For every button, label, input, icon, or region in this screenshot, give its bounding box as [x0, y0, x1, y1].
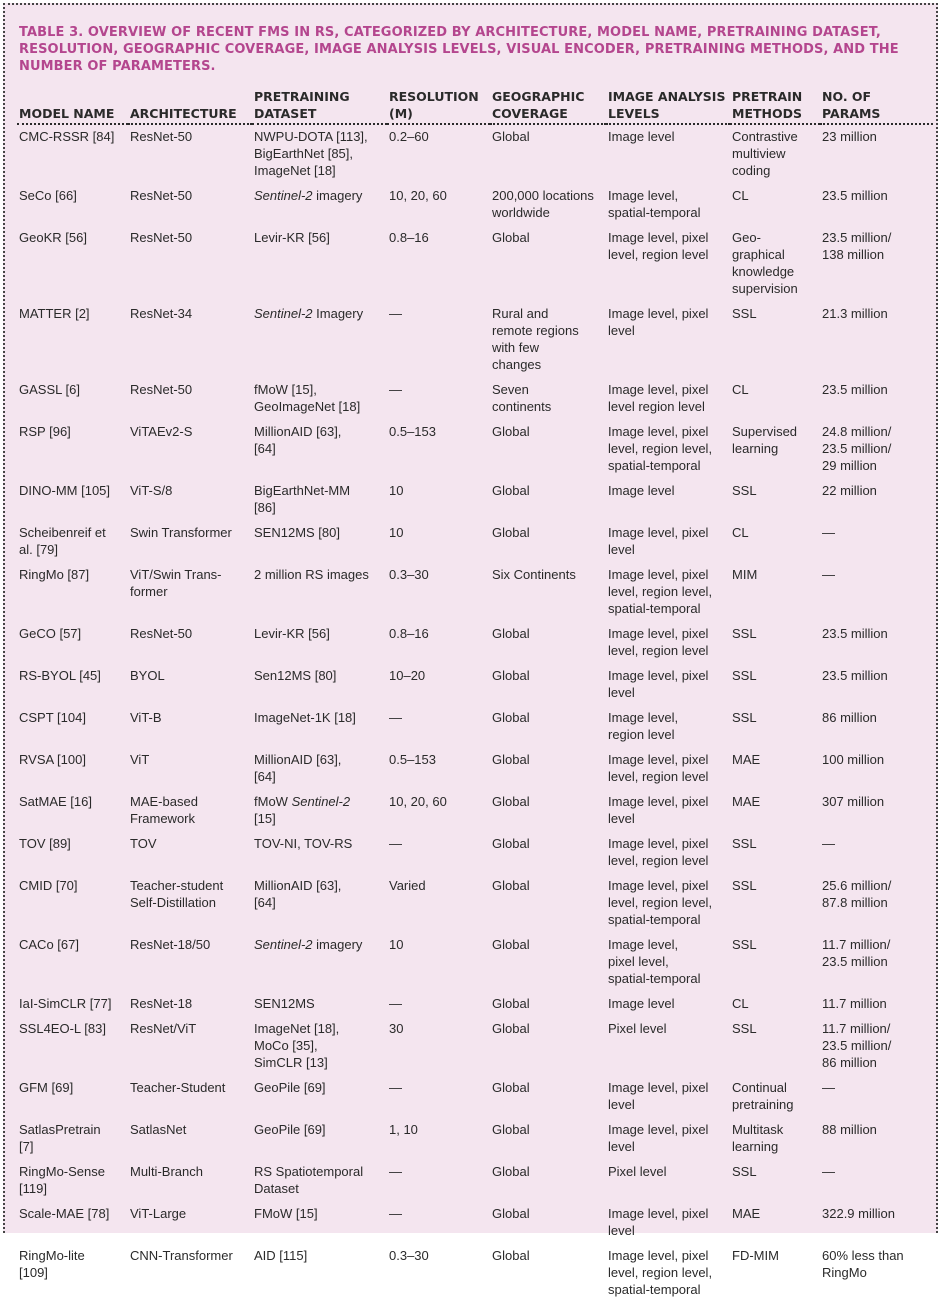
cell-architecture: TOV: [130, 836, 157, 851]
cell-model-name: GeoKR [56]: [19, 230, 87, 245]
cell-architecture: MAE-based Framework: [130, 794, 198, 826]
cell-no-of-params: —: [822, 1164, 835, 1179]
cell-pretrain-methods: CL: [732, 525, 749, 540]
cell-resolution: 1, 10: [389, 1122, 418, 1137]
header-pretraining-dataset: PRETRAINING DATASET: [252, 86, 387, 124]
cell-no-of-params: —: [822, 567, 835, 582]
cell-no-of-params: —: [822, 1080, 835, 1095]
cell-pretraining-dataset: RS Spatiotemporal Dataset: [254, 1164, 364, 1196]
cell-pretraining-dataset: MillionAID [63], [64]: [254, 424, 342, 456]
cell-architecture: ResNet-50: [130, 188, 193, 203]
cell-resolution: 10–20: [389, 668, 426, 683]
cell-resolution: 0.3–30: [389, 567, 429, 582]
cell-geographic-coverage: Global: [492, 1164, 530, 1179]
cell-image-analysis-levels: Image level, pixel level: [608, 794, 709, 826]
cell-image-analysis-levels: Image level: [608, 483, 675, 498]
cell-model-name: DINO-MM [105]: [19, 483, 111, 498]
cell-geographic-coverage: Global: [492, 525, 530, 540]
cell-geographic-coverage: Global: [492, 668, 530, 683]
cell-architecture: ResNet-34: [130, 306, 193, 321]
table-row: [17, 1202, 933, 1244]
cell-pretrain-methods: SSL: [732, 626, 757, 641]
fm-overview-table: [17, 86, 933, 1303]
cell-pretrain-methods: SSL: [732, 306, 757, 321]
cell-image-analysis-levels: Image level, pixel level: [608, 668, 709, 700]
cell-geographic-coverage: Global: [492, 424, 530, 439]
cell-model-name: RSP [96]: [19, 424, 71, 439]
cell-pretraining-dataset: TOV-NI, TOV-RS: [254, 836, 353, 851]
cell-model-name: GASSL [6]: [19, 382, 80, 397]
cell-architecture: ViTAEv2-S: [130, 424, 193, 439]
cell-pretrain-methods: SSL: [732, 483, 757, 498]
cell-pretraining-dataset: Sentinel-2 imagery: [254, 937, 363, 952]
cell-architecture: ResNet-50: [130, 230, 193, 245]
cell-image-analysis-levels: Image level, region level: [608, 710, 679, 742]
cell-model-name: TOV [89]: [19, 836, 71, 851]
cell-architecture: CNN-Transformer: [130, 1248, 233, 1263]
table-row: [17, 1244, 933, 1303]
cell-geographic-coverage: Global: [492, 1021, 530, 1036]
cell-resolution: Varied: [389, 878, 426, 893]
cell-pretrain-methods: SSL: [732, 937, 757, 952]
cell-image-analysis-levels: Image level, pixel level: [608, 306, 709, 338]
cell-image-analysis-levels: Image level, spatial-temporal: [608, 188, 701, 220]
table-row: [17, 874, 933, 933]
cell-architecture: ViT-S/8: [130, 483, 173, 498]
table-row: [17, 226, 933, 302]
cell-geographic-coverage: Global: [492, 794, 530, 809]
cell-pretrain-methods: CL: [732, 188, 749, 203]
cell-image-analysis-levels: Image level, pixel level: [608, 1080, 709, 1112]
cell-geographic-coverage: Global: [492, 483, 530, 498]
cell-geographic-coverage: Rural and remote regions with few changes: [492, 306, 579, 372]
cell-geographic-coverage: Seven continents: [492, 382, 552, 414]
cell-model-name: Scheibenreif et al. [79]: [19, 525, 106, 557]
cell-resolution: 10, 20, 60: [389, 188, 447, 203]
table-row: [17, 832, 933, 874]
cell-no-of-params: 21.3 million: [822, 306, 888, 321]
header-architecture: ARCHITECTURE: [128, 86, 252, 124]
table-row: [17, 302, 933, 378]
cell-no-of-params: 25.6 million/ 87.8 million: [822, 878, 892, 910]
cell-pretrain-methods: Multitask learning: [732, 1122, 784, 1154]
cell-pretraining-dataset: 2 million RS images: [254, 567, 369, 582]
cell-resolution: 0.2–60: [389, 129, 429, 144]
cell-pretrain-methods: FD-MIM: [732, 1248, 779, 1263]
cell-geographic-coverage: Global: [492, 996, 530, 1011]
cell-resolution: 0.5–153: [389, 424, 436, 439]
cell-pretraining-dataset: FMoW [15]: [254, 1206, 318, 1221]
cell-no-of-params: —: [822, 525, 835, 540]
cell-model-name: GFM [69]: [19, 1080, 74, 1095]
cell-image-analysis-levels: Image level, pixel level, region level, spatial-temporal: [608, 1248, 713, 1297]
header-image-analysis-levels: IMAGE ANALYSIS LEVELS: [606, 86, 730, 124]
cell-resolution: —: [389, 710, 402, 725]
cell-model-name: CMC-RSSR [84]: [19, 129, 115, 144]
cell-architecture: BYOL: [130, 668, 165, 683]
cell-geographic-coverage: 200,000 locations worldwide: [492, 188, 594, 220]
cell-no-of-params: 23.5 million: [822, 188, 888, 203]
cell-no-of-params: 23.5 million: [822, 382, 888, 397]
cell-pretrain-methods: SSL: [732, 836, 757, 851]
cell-architecture: ViT-B: [130, 710, 162, 725]
cell-no-of-params: 322.9 million: [822, 1206, 895, 1221]
cell-pretraining-dataset: GeoPile [69]: [254, 1080, 326, 1095]
table-row: [17, 124, 933, 184]
cell-model-name: RingMo-Sense [119]: [19, 1164, 105, 1196]
cell-no-of-params: 23.5 million/ 138 million: [822, 230, 892, 262]
cell-pretraining-dataset: MillionAID [63], [64]: [254, 878, 342, 910]
cell-image-analysis-levels: Image level, pixel level: [608, 1206, 709, 1238]
cell-geographic-coverage: Global: [492, 937, 530, 952]
cell-model-name: CMID [70]: [19, 878, 78, 893]
cell-pretrain-methods: MIM: [732, 567, 758, 582]
cell-architecture: ViT: [130, 752, 150, 767]
cell-pretrain-methods: SSL: [732, 668, 757, 683]
cell-no-of-params: 24.8 million/ 23.5 million/ 29 million: [822, 424, 892, 473]
cell-model-name: RingMo [87]: [19, 567, 90, 582]
cell-pretrain-methods: SSL: [732, 1021, 757, 1036]
cell-pretraining-dataset: NWPU-DOTA [113], BigEarthNet [85], ImageNet [18]: [254, 129, 368, 178]
cell-image-analysis-levels: Image level, pixel level region level: [608, 382, 709, 414]
header-model-name: MODEL NAME: [17, 86, 128, 124]
cell-model-name: GeCO [57]: [19, 626, 82, 641]
header-pretrain-methods: PRETRAIN METHODS: [730, 86, 820, 124]
cell-pretrain-methods: CL: [732, 382, 749, 397]
cell-geographic-coverage: Global: [492, 230, 530, 245]
cell-pretrain-methods: Geo- graphical knowledge supervision: [732, 230, 798, 296]
cell-model-name: CSPT [104]: [19, 710, 86, 725]
table-row: [17, 706, 933, 748]
table-caption: TABLE 3. OVERVIEW OF RECENT FMS IN RS, CATEGORIZED BY ARCHITECTURE, MODEL NAME, PRETRAINING DATASET, RESOLUTION, GEOGRAPHIC COVERAGE, IMAGE ANALYSIS LEVELS, VISUAL ENCODER, PRETRAINING METHODS, AND THE NUMBER OF PARAMETERS.: [19, 25, 899, 74]
header-row: [17, 86, 933, 124]
cell-architecture: ViT/Swin Trans- former: [130, 567, 222, 599]
cell-image-analysis-levels: Image level, pixel level, region level, spatial-temporal: [608, 878, 713, 927]
table-row: [17, 1017, 933, 1076]
header-resolution: RESOLUTION (M): [387, 86, 490, 124]
table-row: [17, 790, 933, 832]
cell-pretraining-dataset: fMoW Sentinel-2 [15]: [254, 794, 351, 826]
cell-image-analysis-levels: Image level, pixel level, spatial-temporal: [608, 937, 701, 986]
cell-resolution: 0.5–153: [389, 752, 436, 767]
cell-image-analysis-levels: Image level, pixel level, region level: [608, 752, 709, 784]
cell-image-analysis-levels: Image level, pixel level: [608, 1122, 709, 1154]
cell-pretrain-methods: Continual pretraining: [732, 1080, 794, 1112]
table-row: [17, 748, 933, 790]
cell-model-name: MATTER [2]: [19, 306, 90, 321]
cell-resolution: 10: [389, 483, 404, 498]
cell-model-name: SatlasPretrain [7]: [19, 1122, 101, 1154]
cell-architecture: ResNet/ViT: [130, 1021, 197, 1036]
cell-pretraining-dataset: fMoW [15], GeoImageNet [18]: [254, 382, 361, 414]
cell-resolution: —: [389, 1080, 402, 1095]
cell-model-name: RS-BYOL [45]: [19, 668, 101, 683]
cell-pretraining-dataset: ImageNet-1K [18]: [254, 710, 356, 725]
cell-image-analysis-levels: Image level, pixel level, region level, spatial-temporal: [608, 424, 713, 473]
cell-geographic-coverage: Global: [492, 710, 530, 725]
cell-pretraining-dataset: Levir-KR [56]: [254, 230, 330, 245]
cell-resolution: 10: [389, 525, 404, 540]
cell-pretrain-methods: CL: [732, 996, 749, 1011]
cell-no-of-params: 23 million: [822, 129, 877, 144]
cell-geographic-coverage: Global: [492, 1122, 530, 1137]
cell-pretrain-methods: SSL: [732, 878, 757, 893]
table-header: [17, 86, 933, 124]
cell-no-of-params: 60% less than RingMo: [822, 1248, 904, 1280]
table-row: [17, 563, 933, 622]
table-row: [17, 1076, 933, 1118]
table-row: [17, 992, 933, 1017]
cell-resolution: 0.3–30: [389, 1248, 429, 1263]
cell-model-name: IaI-SimCLR [77]: [19, 996, 112, 1011]
table-row: [17, 622, 933, 664]
cell-pretrain-methods: MAE: [732, 752, 761, 767]
cell-geographic-coverage: Global: [492, 1248, 530, 1263]
cell-resolution: 0.8–16: [389, 626, 429, 641]
cell-no-of-params: 11.7 million: [822, 996, 887, 1011]
table-row: [17, 664, 933, 706]
cell-model-name: CACo [67]: [19, 937, 79, 952]
cell-model-name: SatMAE [16]: [19, 794, 92, 809]
cell-image-analysis-levels: Image level, pixel level, region level: [608, 836, 709, 868]
table-row: [17, 420, 933, 479]
cell-resolution: 0.8–16: [389, 230, 429, 245]
cell-no-of-params: 22 million: [822, 483, 877, 498]
cell-architecture: Teacher-Student: [130, 1080, 226, 1095]
cell-pretrain-methods: Contrastive multiview coding: [732, 129, 798, 178]
cell-pretraining-dataset: MillionAID [63], [64]: [254, 752, 342, 784]
cell-no-of-params: 100 million: [822, 752, 885, 767]
cell-image-analysis-levels: Image level: [608, 129, 675, 144]
cell-model-name: RVSA [100]: [19, 752, 86, 767]
cell-geographic-coverage: Global: [492, 129, 530, 144]
cell-no-of-params: 307 million: [822, 794, 885, 809]
table-row: [17, 933, 933, 992]
cell-no-of-params: —: [822, 836, 835, 851]
cell-architecture: Multi-Branch: [130, 1164, 203, 1179]
cell-geographic-coverage: Global: [492, 878, 530, 893]
table-row: [17, 521, 933, 563]
cell-architecture: ViT-Large: [130, 1206, 187, 1221]
cell-pretraining-dataset: Sentinel-2 Imagery: [254, 306, 364, 321]
cell-pretraining-dataset: Sen12MS [80]: [254, 668, 337, 683]
cell-resolution: 10, 20, 60: [389, 794, 447, 809]
cell-no-of-params: 23.5 million: [822, 668, 888, 683]
cell-model-name: SeCo [66]: [19, 188, 77, 203]
cell-resolution: —: [389, 1206, 402, 1221]
cell-resolution: —: [389, 836, 402, 851]
cell-architecture: Teacher-student Self-Distillation: [130, 878, 224, 910]
table-body: [17, 124, 933, 1303]
cell-pretraining-dataset: SEN12MS: [254, 996, 315, 1011]
cell-pretraining-dataset: ImageNet [18], MoCo [35], SimCLR [13]: [254, 1021, 340, 1070]
cell-model-name: SSL4EO-L [83]: [19, 1021, 106, 1036]
cell-geographic-coverage: Global: [492, 836, 530, 851]
cell-image-analysis-levels: Image level: [608, 996, 675, 1011]
cell-pretrain-methods: MAE: [732, 1206, 761, 1221]
cell-pretrain-methods: Supervised learning: [732, 424, 798, 456]
cell-image-analysis-levels: Pixel level: [608, 1164, 667, 1179]
cell-no-of-params: 11.7 million/ 23.5 million: [822, 937, 891, 969]
cell-image-analysis-levels: Image level, pixel level, region level: [608, 230, 709, 262]
cell-pretrain-methods: MAE: [732, 794, 761, 809]
cell-pretraining-dataset: GeoPile [69]: [254, 1122, 326, 1137]
cell-geographic-coverage: Global: [492, 1206, 530, 1221]
cell-no-of-params: 11.7 million/ 23.5 million/ 86 million: [822, 1021, 892, 1070]
cell-geographic-coverage: Six Continents: [492, 567, 576, 582]
cell-model-name: Scale-MAE [78]: [19, 1206, 110, 1221]
cell-image-analysis-levels: Image level, pixel level: [608, 525, 709, 557]
cell-architecture: ResNet-50: [130, 382, 193, 397]
cell-image-analysis-levels: Image level, pixel level, region level: [608, 626, 709, 658]
cell-architecture: ResNet-18: [130, 996, 193, 1011]
table-row: [17, 1118, 933, 1160]
cell-image-analysis-levels: Pixel level: [608, 1021, 667, 1036]
cell-resolution: —: [389, 1164, 402, 1179]
cell-resolution: 30: [389, 1021, 404, 1036]
cell-pretraining-dataset: BigEarthNet-MM [86]: [254, 483, 351, 515]
cell-pretraining-dataset: Sentinel-2 imagery: [254, 188, 363, 203]
cell-geographic-coverage: Global: [492, 752, 530, 767]
cell-pretraining-dataset: Levir-KR [56]: [254, 626, 330, 641]
cell-pretraining-dataset: AID [115]: [254, 1248, 308, 1263]
cell-pretraining-dataset: SEN12MS [80]: [254, 525, 340, 540]
header-no-of-params: NO. OF PARAMS: [820, 86, 933, 124]
cell-architecture: ResNet-18/50: [130, 937, 211, 952]
cell-geographic-coverage: Global: [492, 626, 530, 641]
table-row: [17, 1160, 933, 1202]
cell-architecture: Swin Transformer: [130, 525, 232, 540]
cell-image-analysis-levels: Image level, pixel level, region level, spatial-temporal: [608, 567, 713, 616]
table-row: [17, 378, 933, 420]
table-row: [17, 184, 933, 226]
cell-pretrain-methods: SSL: [732, 710, 757, 725]
cell-pretrain-methods: SSL: [732, 1164, 757, 1179]
cell-resolution: —: [389, 382, 402, 397]
cell-architecture: ResNet-50: [130, 129, 193, 144]
cell-resolution: —: [389, 306, 402, 321]
header-geographic-coverage: GEOGRAPHIC COVERAGE: [490, 86, 606, 124]
cell-architecture: ResNet-50: [130, 626, 193, 641]
cell-geographic-coverage: Global: [492, 1080, 530, 1095]
cell-architecture: SatlasNet: [130, 1122, 187, 1137]
cell-no-of-params: 23.5 million: [822, 626, 888, 641]
cell-model-name: RingMo-lite [109]: [19, 1248, 85, 1280]
table-row: [17, 479, 933, 521]
cell-no-of-params: 88 million: [822, 1122, 877, 1137]
cell-resolution: —: [389, 996, 402, 1011]
cell-no-of-params: 86 million: [822, 710, 877, 725]
cell-resolution: 10: [389, 937, 404, 952]
